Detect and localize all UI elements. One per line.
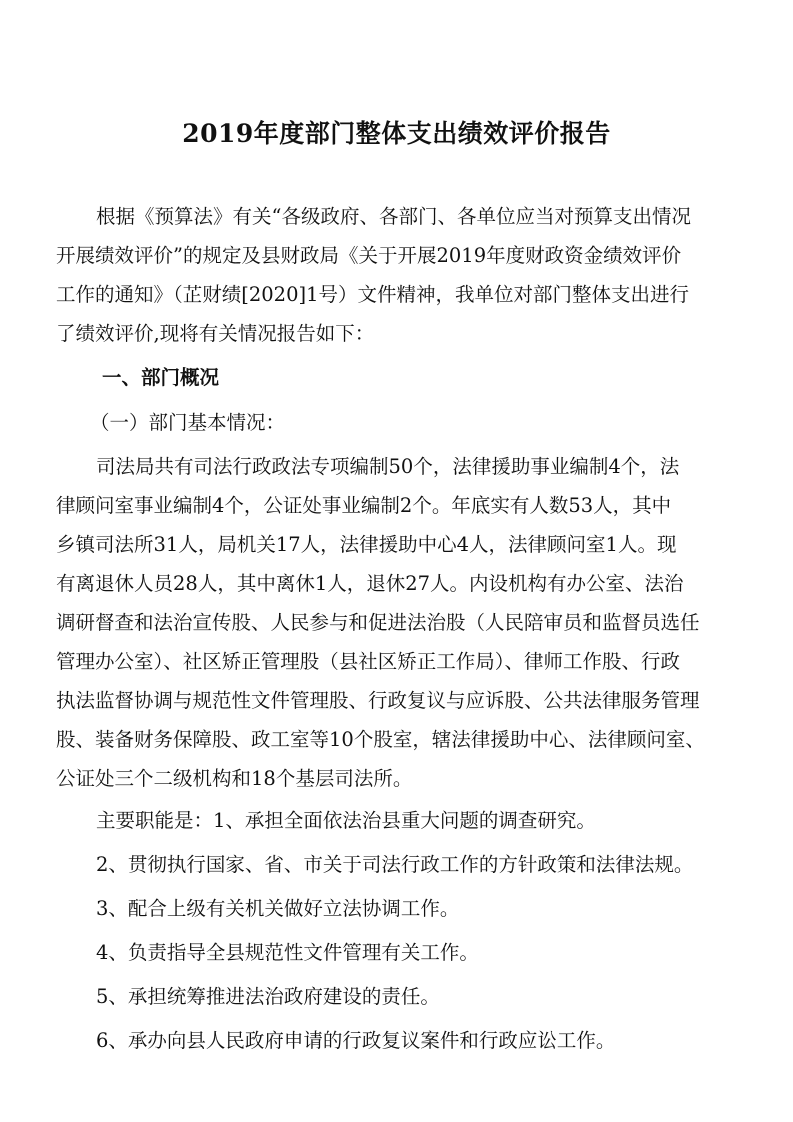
subsection-heading: （一）部门基本情况： <box>90 411 286 434</box>
basic-info-line: 有离退休人员28人，其中离休1人，退休27人。内设机构有办公室、法治 <box>56 572 684 595</box>
basic-info-line: 执法监督协调与规范性文件管理股、行政复议与应诉股、公共法律服务管理 <box>56 689 700 712</box>
duty-line: 6、承办向县人民政府申请的行政复议案件和行政应讼工作。 <box>96 1029 616 1052</box>
section-heading: 一、部门概况 <box>102 366 220 389</box>
document-title: 2019年度部门整体支出绩效评价报告 <box>182 119 611 148</box>
duty-line: 5、承担统筹推进法治政府建设的责任。 <box>96 985 440 1008</box>
basic-info-line: 管理办公室）、社区矫正管理股（县社区矫正工作局）、律师工作股、行政 <box>56 650 681 673</box>
duty-line: 2、贯彻执行国家、省、市关于司法行政工作的方针政策和法律法规。 <box>96 853 694 876</box>
intro-line: 工作的通知》（芷财绩[2020]1号）文件精神，我单位对部门整体支出进行 <box>56 283 689 306</box>
basic-info-line: 司法局共有司法行政政法专项编制50个，法律援助事业编制4个，法 <box>96 455 680 478</box>
intro-line: 开展绩效评价”的规定及县财政局《关于开展2019年度财政资金绩效评价 <box>56 244 682 267</box>
basic-info-line: 调研督查和法治宣传股、人民参与和促进法治股（人民陪审员和监督员选任 <box>56 611 700 634</box>
basic-info-line: 公证处三个二级机构和18个基层司法所。 <box>56 767 413 790</box>
basic-info-line: 股、装备财务保障股、政工室等10个股室，辖法律援助中心、法律顾问室、 <box>56 728 705 751</box>
basic-info-line: 律顾问室事业编制4个，公证处事业编制2个。年底实有人数53人，其中 <box>56 494 672 517</box>
duty-line: 主要职能是：1、承担全面依法治县重大问题的调查研究。 <box>96 809 596 832</box>
basic-info-line: 乡镇司法所31人，局机关17人，法律援助中心4人，法律顾问室1人。现 <box>56 533 677 556</box>
intro-line: 根据《预算法》有关“各级政府、各部门、各单位应当对预算支出情况 <box>96 205 691 228</box>
duty-line: 4、负责指导全县规范性文件管理有关工作。 <box>96 941 479 964</box>
intro-line: 了绩效评价,现将有关情况报告如下： <box>56 322 375 345</box>
duty-line: 3、配合上级有关机关做好立法协调工作。 <box>96 897 460 920</box>
